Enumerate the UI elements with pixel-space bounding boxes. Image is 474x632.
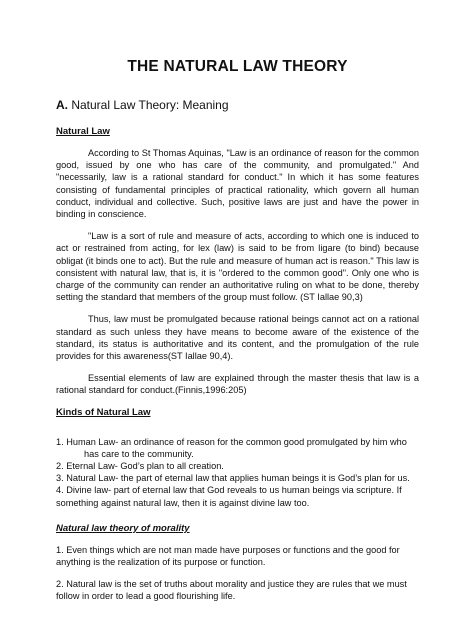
paragraph-essential-elements: Essential elements of law are explained through the master thesis that law is a rational standard for conduct.(Finnis,1996:205) — [56, 373, 419, 396]
list-item — [56, 436, 419, 460]
list-item-text: 3. Natural Law- the part of eternal law that applies human beings it is God’s plan for us. — [56, 473, 410, 484]
list-item-text: 1. Human Law- an ordinance of reason for the common good promulgated by him who — [56, 436, 407, 447]
list-item — [56, 472, 419, 484]
paragraph-morality-2: 2. Natural law is the set of truths about morality and justice they are rules that we must follow in order to lead a good flourishing life. — [56, 579, 407, 602]
paragraph-aquinas: According to St Thomas Aquinas, "Law is an ordinance of reason for the common good, issued by one who has care of the community, and promulgated." And "necessarily, law is a rational standard for conduct." In which it has some features consisting of fundamental principles of practical rationality, which govern all human conduct, individual and collective. Such, positive laws are just and have the power in binding in conscience. — [56, 148, 419, 220]
kinds-list — [56, 436, 419, 509]
page-title: THE NATURAL LAW THEORY — [127, 58, 348, 75]
natural-law-heading: Natural Law — [56, 126, 110, 137]
list-item-text: 4. Divine law- part of eternal law that God reveals to us human beings via scripture. If something against natural law, then it is against divine law too. — [56, 485, 402, 508]
paragraph-promulgation: Thus, law must be promulgated because rational beings cannot act on a rational standard as such unless they have means to become aware of the existence of the standard, its status is authoritative and its content, and the promulgation of the rule provides for this awareness(ST Iallae 90,4). — [56, 314, 419, 362]
section-heading — [56, 98, 419, 112]
list-item-continuation: has care to the community. — [84, 448, 194, 459]
paragraph-morality-1: 1. Even things which are not man made have purposes or functions and the good for anything is the realization of its purpose or function. — [56, 544, 400, 568]
kinds-heading: Kinds of Natural Law — [56, 406, 151, 418]
list-item — [56, 484, 419, 508]
paragraph-rule-measure: "Law is a sort of rule and measure of acts, according to which one is induced to act or restrained from acting, for lex (law) is said to be from ligare (to bind) because obligat (it binds one to act). But the rule and measure of human act is reason." This law is consistent with natural law, that is, it is "ordered to the common good". Only one who is charge of the community can render an authoritative ruling on what to be done, thereby setting the standard that members of the group must follow. (ST Iallae 90,3) — [56, 231, 419, 303]
section-title: Natural Law Theory: Meaning — [68, 98, 229, 112]
section-letter: A. — [56, 98, 68, 112]
list-item-text: 2. Eternal Law- God’s plan to all creation. — [56, 461, 224, 472]
morality-heading: Natural law theory of morality — [56, 522, 190, 534]
list-item — [56, 460, 419, 472]
